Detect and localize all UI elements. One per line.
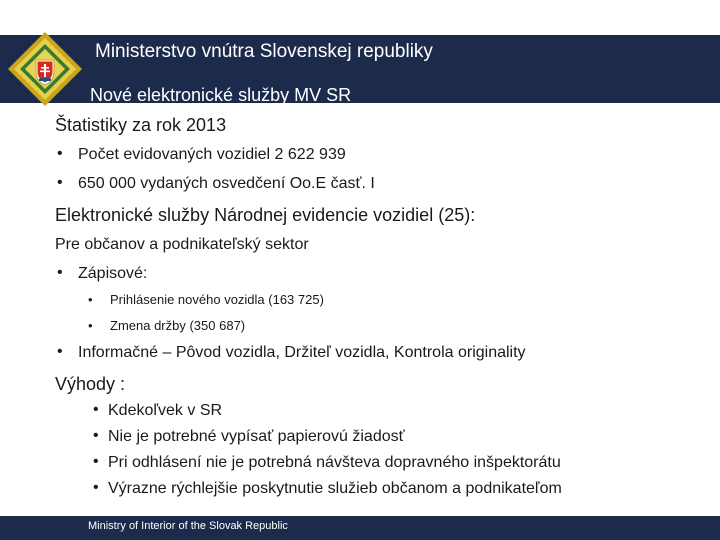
bullet-icon: • xyxy=(88,318,93,333)
benefit-item: Výrazne rýchlejšie poskytnutie služieb občanom a podnikateľom xyxy=(108,480,562,497)
entry-item: Zmena držby (350 687) xyxy=(110,318,246,333)
sector-label: Pre občanov a podnikateľský sektor xyxy=(55,236,309,253)
bullet-icon: • xyxy=(57,145,63,162)
stats-item: Počet evidovaných vozidiel 2 622 939 xyxy=(78,146,346,163)
stats-item: 650 000 vydaných osvedčení Oo.E časť. I xyxy=(78,175,375,192)
bullet-icon: • xyxy=(57,343,63,360)
entry-item: Prihlásenie nového vozidla (163 725) xyxy=(110,292,324,307)
header-title: Ministerstvo vnútra Slovenskej republiky xyxy=(95,41,433,62)
bullet-icon: • xyxy=(57,174,63,191)
bullet-icon: • xyxy=(93,453,99,470)
ministry-emblem-icon xyxy=(6,30,84,108)
bullet-icon: • xyxy=(57,264,63,281)
benefit-item: Kdekoľvek v SR xyxy=(108,402,223,419)
header-subtitle: Nové elektronické služby MV SR xyxy=(90,85,352,105)
bullet-icon: • xyxy=(93,427,99,444)
stats-heading: Štatistiky za rok 2013 xyxy=(55,115,227,135)
bullet-icon: • xyxy=(93,401,99,418)
entry-label: Zápisové: xyxy=(78,265,148,282)
benefit-item: Pri odhlásení nie je potrebná návšteva dopravného inšpektorátu xyxy=(108,454,561,471)
bullet-icon: • xyxy=(88,292,93,307)
services-heading: Elektronické služby Národnej evidencie vozidiel (25): xyxy=(55,205,476,225)
bullet-icon: • xyxy=(93,479,99,496)
info-label: Informačné – Pôvod vozidla, Držiteľ vozidla, Kontrola originality xyxy=(78,344,526,361)
benefits-heading: Výhody : xyxy=(55,374,126,394)
benefit-item: Nie je potrebné vypísať papierovú žiadosť xyxy=(108,428,405,445)
footer-text: Ministry of Interior of the Slovak Republic xyxy=(88,520,288,532)
